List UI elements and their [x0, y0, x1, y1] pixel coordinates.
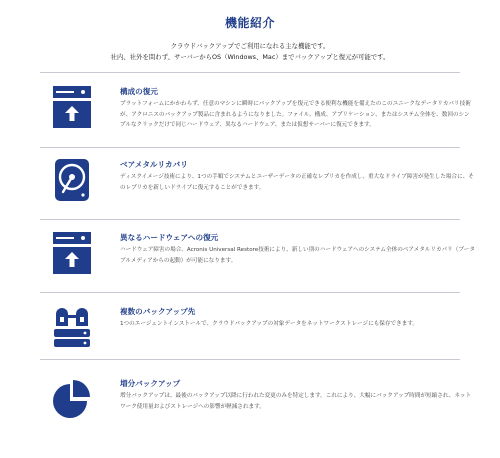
feature-dissimilar-hardware	[40, 230, 475, 300]
feature-title: 異なるハードウェアへの復元	[120, 233, 219, 242]
feature-restore-config	[40, 84, 470, 154]
divider	[40, 292, 460, 293]
intro-line-2: 社内、社外を問わず、サーバーからOS（Windows、Mac）までバックアップと復元が可能です。	[110, 53, 390, 61]
hard-disk-icon	[52, 157, 92, 203]
feature-description: 増分バックアップは、最後のバックアップ以降に行われた変更のみを特定します。これにより、大幅にバックアップ時間が短縮され、ネットワーク使用量およびストレージへの影響が軽減されます。	[120, 393, 472, 410]
server-upload-icon	[52, 84, 92, 130]
divider	[40, 147, 460, 148]
feature-multiple-destinations	[40, 304, 470, 374]
feature-incremental-backup	[40, 376, 470, 446]
feature-title: ベアメタルリカバリ	[120, 160, 188, 169]
page-title: 機能紹介	[224, 16, 275, 30]
divider	[40, 359, 460, 360]
feature-title: 構成の復元	[120, 87, 158, 96]
pie-chart-icon	[52, 376, 92, 422]
feature-title: 増分バックアップ	[120, 379, 181, 388]
divider	[40, 72, 460, 73]
divider	[40, 219, 460, 220]
intro-line-1: クラウドバックアップでご利用になれる主な機能です。	[170, 42, 330, 50]
feature-bare-metal-recovery	[40, 157, 474, 227]
feature-description: プラットフォームにかかわらず、任意のマシンに瞬時にバックアップを復元できる便利な機能を備えたのこのユニークなデータリカバリ技術が、アクロニスのバックアップ製品に含まれるようになりました。ファイル、構成、アプリケーション、またはシステム全体を、数回のシンプルなクリックだけで同じハードウェア、異なるハードウェア、または仮想サーバーに復元できます。	[120, 101, 471, 128]
feature-description: ハードウェア障害の場合、Acronis Universal Restore技術により、新しい別のハードウェアへのシステム全体のベアメタルリカバリ（ブータブルメディアからの起動）が可能になります。	[120, 247, 475, 264]
feature-description: ディスクイメージ技術により、1つの手順でシステムとユーザーデータの正確なレプリカを作成し、重大なドライブ障害が発生した場合に、そのレプリカを新しいドライブに復元することができます。	[120, 174, 474, 191]
intro-text	[0, 41, 500, 63]
server-upload-icon	[52, 230, 92, 276]
storage-devices-icon	[52, 304, 92, 350]
feature-description: 1つのエージェントインストールで、クラウドバックアップの対象データをネットワークストレージにも保存できます。	[120, 321, 419, 327]
feature-title: 複数のバックアップ先	[120, 307, 196, 316]
